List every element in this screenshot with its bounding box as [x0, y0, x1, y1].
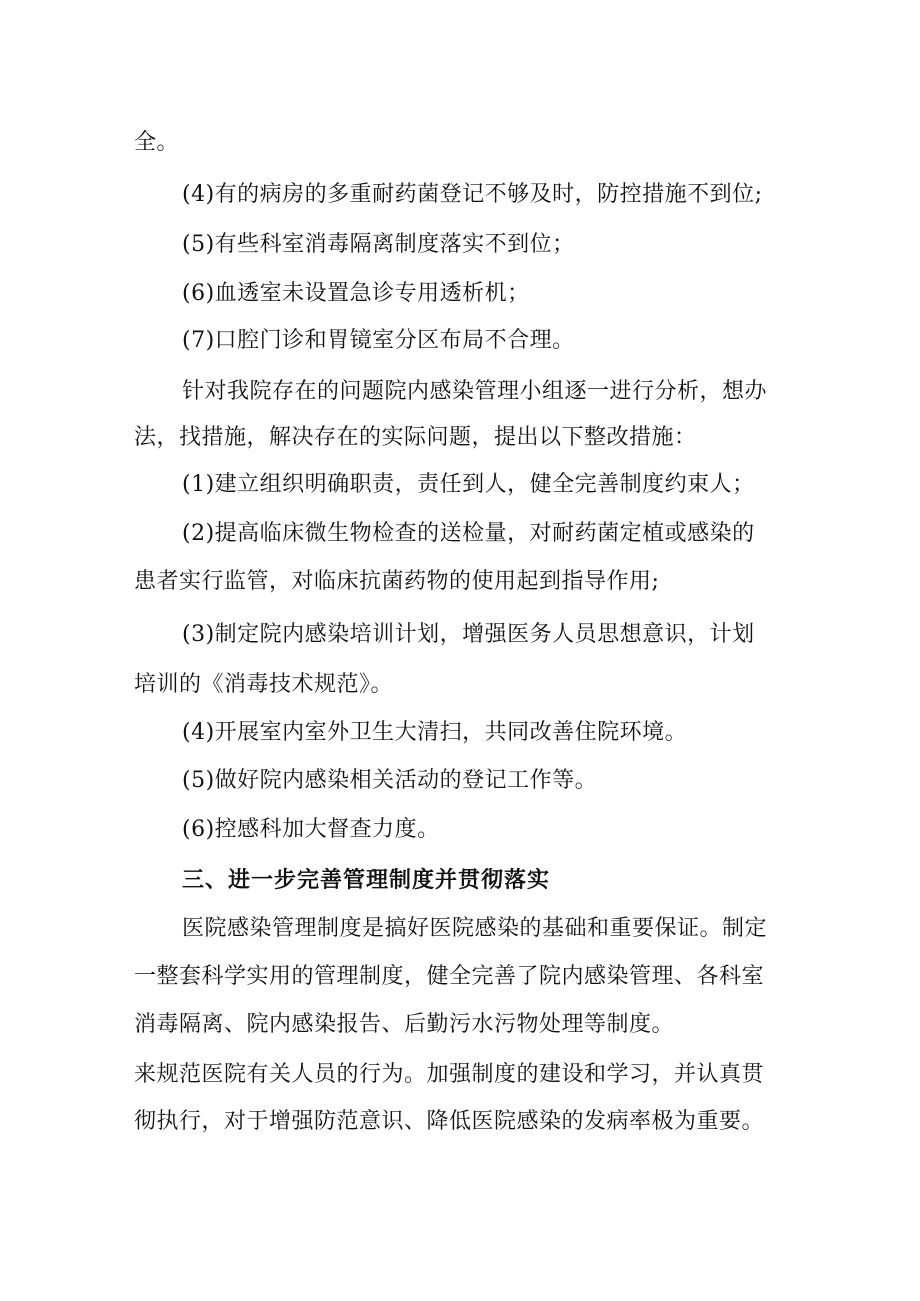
text-line: (5)做好院内感染相关活动的登记工作等。	[182, 768, 598, 793]
text-line: (6)控感科加大督查力度。	[182, 817, 440, 842]
paragraph-line: 彻执行，对于增强防范意识、降低医院感染的发病率极为重要。	[134, 1109, 765, 1134]
paragraph-line: 针对我院存在的问题院内感染管理小组逐一进行分析，想办	[182, 379, 768, 404]
paragraph-line: 消毒隔离、院内感染报告、后勤污水污物处理等制度。	[134, 1012, 675, 1037]
paragraph-line: 来规范医院有关人员的行为。加强制度的建设和学习，并认真贯	[134, 1062, 765, 1087]
text-line: 患者实行监管，对临床抗菌药物的使用起到指导作用;	[134, 569, 660, 594]
text-line: (6)血透室未设置急诊专用透析机；	[182, 281, 530, 306]
text-line: (7)口腔门诊和胃镜室分区布局不合理。	[182, 328, 575, 353]
text-line: (4)有的病房的多重耐药菌登记不够及时，防控措施不到位;	[182, 182, 763, 207]
text-line: 全。	[134, 130, 180, 155]
section-heading: 三、进一步完善管理制度并贯彻落实	[182, 868, 551, 893]
text-line: (3)制定院内感染培训计划，增强医务人员思想意识，计划	[182, 622, 755, 647]
paragraph-line: 法，找措施，解决存在的实际问题，提出以下整改措施：	[134, 425, 697, 450]
text-line: 培训的《消毒技术规范》。	[134, 672, 394, 697]
paragraph-line: 一整套科学实用的管理制度，健全完善了院内感染管理、各科室	[134, 964, 765, 989]
text-line: (5)有些科室消毒隔离制度落实不到位；	[182, 232, 575, 257]
text-line: (1)建立组织明确职责，责任到人，健全完善制度约束人；	[182, 472, 755, 497]
paragraph-line: 医院感染管理制度是搞好医院感染的基础和重要保证。制定	[182, 916, 768, 941]
text-line: (2)提高临床微生物检查的送检量，对耐药菌定植或感染的	[182, 521, 755, 546]
text-line: (4)开展室内室外卫生大清扫，共同改善住院环境。	[182, 720, 688, 745]
